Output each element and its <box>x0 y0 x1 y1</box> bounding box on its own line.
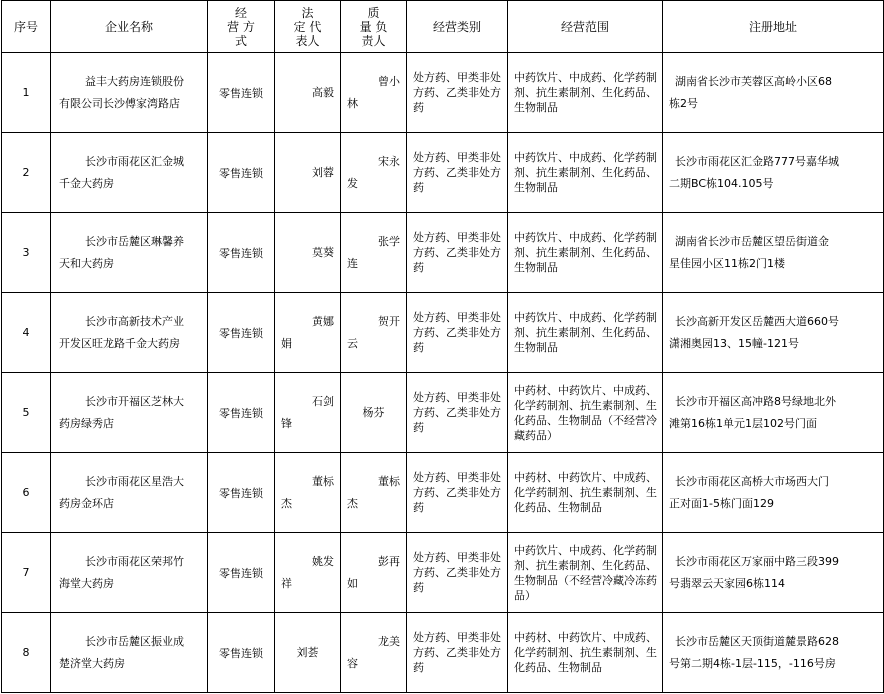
row-legal <box>275 213 341 293</box>
row-company-line1: 长沙市雨花区星浩大 <box>85 474 184 488</box>
row-quality-line2: 云 <box>347 336 358 350</box>
row-address-line2: 号第二期4栋-1层-115，-116号房 <box>669 656 836 670</box>
row-company-line2: 药房绿秀店 <box>59 416 114 430</box>
row-company-line2: 药房金环店 <box>59 496 114 510</box>
row-company-line2: 楚济堂大药房 <box>59 656 125 670</box>
row-mode: 零售连锁 <box>208 373 275 453</box>
row-category: 处方药、甲类非处方药、乙类非处方药 <box>407 293 508 373</box>
row-address-line1: 长沙市雨花区万家丽中路三段399 <box>675 554 839 568</box>
row-scope: 中药饮片、中成药、化学药制剂、抗生素制剂、生化药品、生物制品 <box>508 293 663 373</box>
row-company-line1: 长沙市开福区芝林大 <box>85 394 184 408</box>
row-address-line1: 长沙市雨花区汇金路777号嘉华城 <box>675 154 839 168</box>
row-address <box>663 293 884 373</box>
row-seq: 6 <box>2 453 51 533</box>
row-legal-line1: 刘蓉 <box>312 165 334 179</box>
row-category: 处方药、甲类非处方药、乙类非处方药 <box>407 53 508 133</box>
row-mode: 零售连锁 <box>208 133 275 213</box>
header-mode-text: 经 营 方 式 <box>227 5 255 48</box>
row-company-line1: 长沙市高新技术产业 <box>85 314 184 328</box>
row-category: 处方药、甲类非处方药、乙类非处方药 <box>407 213 508 293</box>
row-mode: 零售连锁 <box>208 533 275 613</box>
row-mode: 零售连锁 <box>208 53 275 133</box>
row-company-line1: 益丰大药房连锁股份 <box>85 74 184 88</box>
row-legal <box>275 533 341 613</box>
row-quality <box>341 373 407 453</box>
row-quality-line1: 龙美 <box>378 634 400 648</box>
header-legal <box>275 1 341 53</box>
row-legal <box>275 293 341 373</box>
row-company-line2: 千金大药房 <box>59 176 114 190</box>
row-seq: 1 <box>2 53 51 133</box>
row-company <box>51 373 208 453</box>
row-company <box>51 453 208 533</box>
row-company-line2: 开发区旺龙路千金大药房 <box>59 336 180 350</box>
row-address-line1: 长沙市雨花区高桥大市场西大门 <box>675 474 829 488</box>
row-quality-line1: 曾小 <box>378 74 400 88</box>
row-seq: 4 <box>2 293 51 373</box>
row-address-line1: 长沙市岳麓区天顶街道麓景路628 <box>675 634 839 648</box>
row-quality-line1: 贺开 <box>378 314 400 328</box>
row-legal-line2: 锋 <box>281 416 292 430</box>
row-legal-line2: 祥 <box>281 576 292 590</box>
table-row <box>2 453 884 533</box>
table-row <box>2 213 884 293</box>
row-quality <box>341 613 407 693</box>
row-company-line1: 长沙市雨花区荣邦竹 <box>85 554 184 568</box>
row-company-line2: 有限公司长沙傅家湾路店 <box>59 96 180 110</box>
row-quality <box>341 453 407 533</box>
row-company <box>51 133 208 213</box>
row-scope: 中药饮片、中成药、化学药制剂、抗生素制剂、生化药品、生物制品 <box>508 53 663 133</box>
row-quality-line2: 连 <box>347 256 358 270</box>
row-quality-line2: 如 <box>347 576 358 590</box>
row-quality-line1: 董标 <box>378 474 400 488</box>
row-legal <box>275 453 341 533</box>
header-quality-text: 质 量 负 责人 <box>359 5 388 48</box>
row-company-line1: 长沙市雨花区汇金城 <box>85 154 184 168</box>
row-mode: 零售连锁 <box>208 293 275 373</box>
row-legal <box>275 133 341 213</box>
row-company <box>51 613 208 693</box>
row-company-line2: 天和大药房 <box>59 256 114 270</box>
row-quality <box>341 133 407 213</box>
row-address <box>663 133 884 213</box>
row-scope: 中药材、中药饮片、中成药、化学药制剂、抗生素制剂、生化药品、生物制品（不经营冷藏药品） <box>508 373 663 453</box>
row-address-line1: 湖南省长沙市芙蓉区高岭小区68 <box>675 74 832 88</box>
row-legal-line1: 石剑 <box>312 394 334 408</box>
row-seq: 3 <box>2 213 51 293</box>
row-legal <box>275 53 341 133</box>
row-address <box>663 453 884 533</box>
row-legal-line1: 高毅 <box>312 85 334 99</box>
row-legal <box>275 613 341 693</box>
row-quality-line1: 杨芬 <box>362 405 385 419</box>
row-address-line1: 长沙市开福区高冲路8号绿地北外 <box>675 394 836 408</box>
row-address-line2: 栋2号 <box>669 96 698 110</box>
row-quality-line2: 发 <box>347 176 358 190</box>
header-mode <box>208 1 275 53</box>
row-category: 处方药、甲类非处方药、乙类非处方药 <box>407 133 508 213</box>
row-quality <box>341 213 407 293</box>
row-mode: 零售连锁 <box>208 613 275 693</box>
row-legal <box>275 373 341 453</box>
row-legal-line1: 莫葵 <box>312 245 334 259</box>
row-quality-line1: 彭再 <box>378 554 400 568</box>
row-mode: 零售连锁 <box>208 213 275 293</box>
table-row <box>2 373 884 453</box>
row-legal-line1: 黄娜 <box>312 314 334 328</box>
row-scope: 中药材、中药饮片、中成药、化学药制剂、抗生素制剂、生化药品、生物制品 <box>508 613 663 693</box>
row-address <box>663 373 884 453</box>
table-body <box>2 53 884 693</box>
row-address-line1: 湖南省长沙市岳麓区望岳街道金 <box>675 234 829 248</box>
header-scope: 经营范围 <box>508 1 663 53</box>
row-seq: 5 <box>2 373 51 453</box>
table-row <box>2 613 884 693</box>
row-address <box>663 613 884 693</box>
row-seq: 8 <box>2 613 51 693</box>
row-company-line1: 长沙市岳麓区振业成 <box>85 634 184 648</box>
header-quality <box>341 1 407 53</box>
row-category: 处方药、甲类非处方药、乙类非处方药 <box>407 373 508 453</box>
row-category: 处方药、甲类非处方药、乙类非处方药 <box>407 613 508 693</box>
row-quality-line1: 张学 <box>378 234 400 248</box>
row-company <box>51 293 208 373</box>
row-mode: 零售连锁 <box>208 453 275 533</box>
row-address-line2: 正对面1-5栋门面129 <box>669 496 774 510</box>
header-company: 企业名称 <box>51 1 208 53</box>
row-legal-line2: 娟 <box>281 336 292 350</box>
row-address <box>663 53 884 133</box>
header-row <box>2 1 884 53</box>
header-seq: 序号 <box>2 1 51 53</box>
row-quality-line1: 宋永 <box>378 154 400 168</box>
row-legal-line1: 董标 <box>312 474 334 488</box>
row-company <box>51 213 208 293</box>
row-address-line2: 潇湘奥园13、15幢-121号 <box>669 336 799 350</box>
row-company-line1: 长沙市岳麓区琳馨养 <box>85 234 184 248</box>
row-quality <box>341 533 407 613</box>
row-quality <box>341 53 407 133</box>
row-legal-line2: 杰 <box>281 496 292 510</box>
row-scope: 中药饮片、中成药、化学药制剂、抗生素制剂、生化药品、生物制品（不经营冷藏冷冻药品） <box>508 533 663 613</box>
row-address-line2: 星佳园小区11栋2门1楼 <box>669 256 785 270</box>
row-legal-line2: 刘荟 <box>296 645 319 659</box>
row-address-line2: 二期BC栋104.105号 <box>669 176 774 190</box>
row-address-line1: 长沙高新开发区岳麓西大道660号 <box>675 314 839 328</box>
row-company <box>51 533 208 613</box>
header-legal-text: 法 定 代 表人 <box>293 5 322 48</box>
row-scope: 中药饮片、中成药、化学药制剂、抗生素制剂、生化药品、生物制品 <box>508 133 663 213</box>
row-quality <box>341 293 407 373</box>
row-quality-line2: 杰 <box>347 496 358 510</box>
table-row <box>2 533 884 613</box>
table-row <box>2 53 884 133</box>
row-category: 处方药、甲类非处方药、乙类非处方药 <box>407 533 508 613</box>
row-seq: 7 <box>2 533 51 613</box>
table-row <box>2 133 884 213</box>
header-address: 注册地址 <box>663 1 884 53</box>
header-category: 经营类别 <box>407 1 508 53</box>
row-legal-line1: 姚发 <box>312 554 334 568</box>
row-scope: 中药饮片、中成药、化学药制剂、抗生素制剂、生化药品、生物制品 <box>508 213 663 293</box>
row-category: 处方药、甲类非处方药、乙类非处方药 <box>407 453 508 533</box>
row-address <box>663 213 884 293</box>
row-quality-line2: 容 <box>347 656 358 670</box>
row-scope: 中药材、中药饮片、中成药、化学药制剂、抗生素制剂、生化药品、生物制品 <box>508 453 663 533</box>
row-seq: 2 <box>2 133 51 213</box>
pharmacy-table <box>1 0 884 693</box>
row-address-line2: 滩第16栋1单元1层102号门面 <box>669 416 817 430</box>
row-address-line2: 号翡翠云天家园6栋114 <box>669 576 785 590</box>
row-address <box>663 533 884 613</box>
row-company <box>51 53 208 133</box>
table-row <box>2 293 884 373</box>
row-company-line2: 海堂大药房 <box>59 576 114 590</box>
row-quality-line2: 林 <box>347 96 358 110</box>
